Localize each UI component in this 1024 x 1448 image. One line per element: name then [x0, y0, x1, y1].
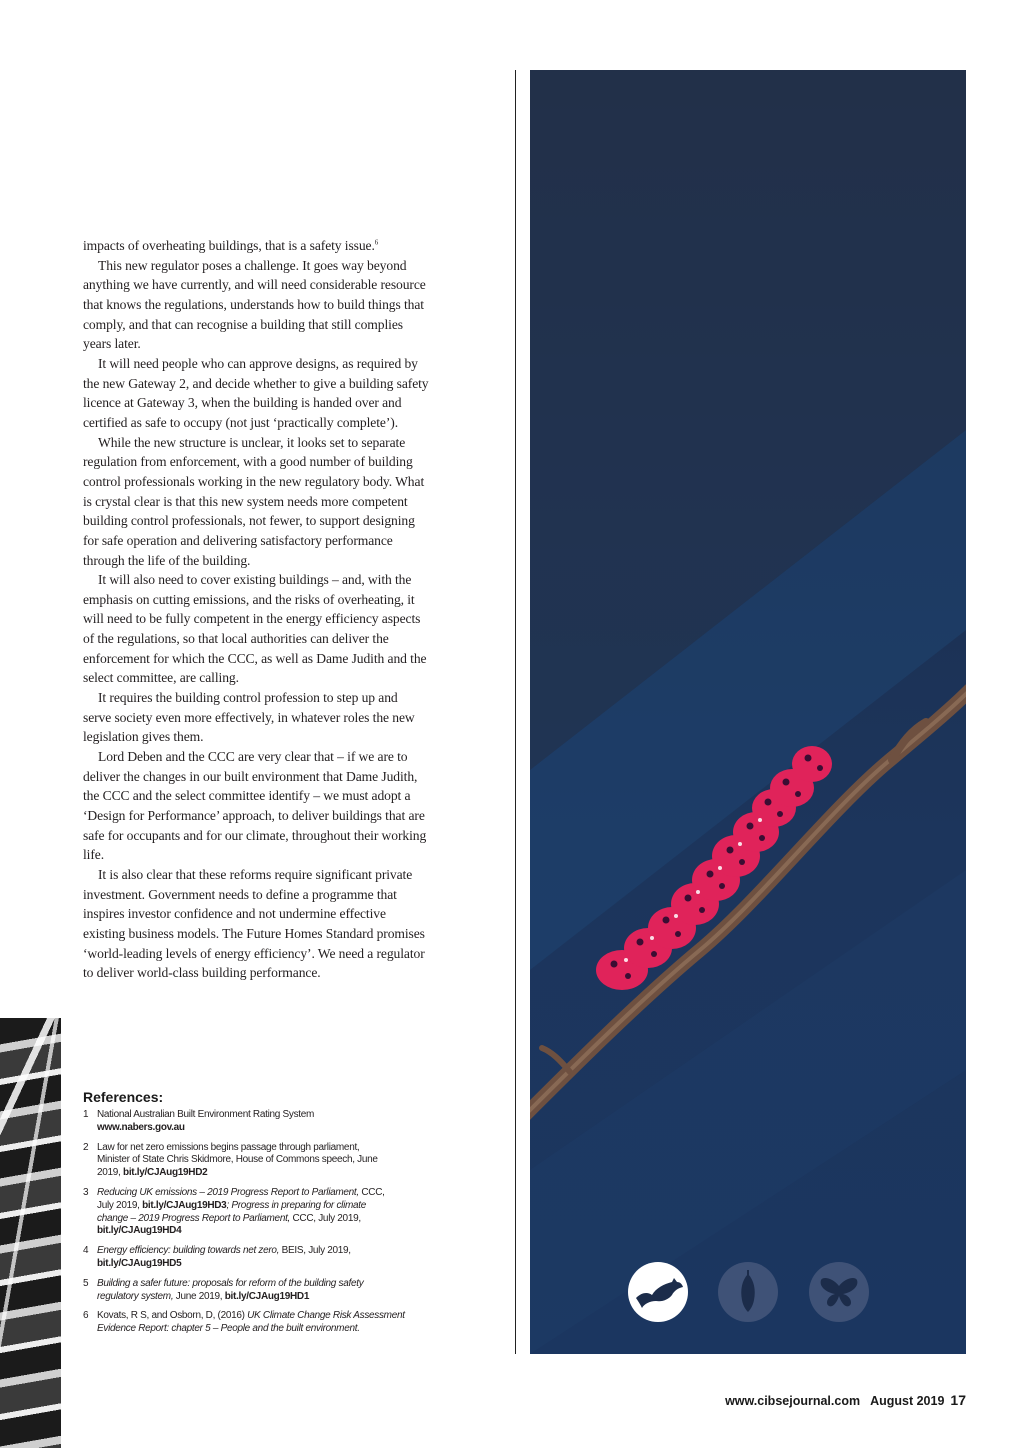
reference-number: 4: [83, 1245, 89, 1257]
reference-item: [83, 1278, 428, 1304]
reference-number: 3: [83, 1186, 89, 1198]
reference-text: CCC,: [358, 1186, 385, 1198]
footnote-ref: 6: [374, 238, 379, 247]
reference-text: Minister of State Chris Skidmore, House of Commons speech, June: [97, 1154, 378, 1166]
article-paragraph: This new regulator poses a challenge. It goes way beyond anything we have currently, and will need considerable resource that knows the regulations, understands how to build things that comply, and that can recognise a building that still complies years later.: [83, 257, 426, 352]
reference-title: change – 2019 Progress Report to Parliament,: [97, 1212, 291, 1224]
reference-title: ; Progress in preparing for climate: [226, 1199, 367, 1211]
bat-icon[interactable]: [628, 1262, 688, 1322]
reference-title: Evidence Report: chapter 5 – People and the built environment.: [97, 1323, 360, 1335]
reference-text: CCC, July 2019,: [290, 1212, 361, 1224]
reference-title: regulatory system,: [97, 1290, 174, 1302]
reference-item: [83, 1187, 428, 1238]
illustration-panel: [530, 70, 966, 1354]
column-divider: [515, 70, 516, 1354]
article-paragraph: It is also clear that these reforms require significant private investment. Government needs to define a programme that inspires investor confidence and not undermine effective existing business models. The Future Homes Standard promises ‘world-leading levels of energy efficiency’. We need a regulator to deliver world-class building performance.: [83, 867, 425, 981]
reference-link[interactable]: bit.ly/CJAug19HD3: [142, 1199, 227, 1211]
reference-item: [83, 1310, 428, 1336]
article-paragraph: It will need people who can approve designs, as required by the new Gateway 2, and decide whether to give a building safety licence at Gateway 3, when the building is handed over and certified as safe to occupy (not just ‘practically complete’).: [83, 355, 429, 430]
reference-number: 5: [83, 1277, 89, 1289]
reference-item: [83, 1109, 428, 1135]
reference-link[interactable]: bit.ly/CJAug19HD4: [97, 1225, 182, 1237]
page-footer: [725, 1392, 966, 1408]
reference-text: June 2019,: [173, 1290, 225, 1302]
article-paragraph: Lord Deben and the CCC are very clear that – if we are to deliver the changes in our built environment that Dame Judith, the CCC and the select committee identify – we must adopt a ‘Design for Performance’ approach, to deliver buildings that are safe for occupants and for our climate, throughout their working life.: [83, 749, 427, 863]
reference-link[interactable]: bit.ly/CJAug19HD2: [123, 1167, 208, 1179]
reference-item: [83, 1245, 428, 1271]
article-paragraph: [83, 236, 429, 256]
reference-link[interactable]: www.nabers.gov.au: [97, 1121, 185, 1133]
reference-title: Reducing UK emissions – 2019 Progress Report to Parliament,: [97, 1186, 359, 1198]
reference-number: 6: [83, 1310, 89, 1322]
reference-title: Building a safer future: proposals for reform of the building safety: [97, 1277, 364, 1289]
page-number: 17: [950, 1392, 966, 1408]
footer-url[interactable]: www.cibsejournal.com: [725, 1394, 861, 1408]
reference-text: Law for net zero emissions begins passage through parliament,: [97, 1141, 360, 1153]
reference-link[interactable]: bit.ly/CJAug19HD5: [97, 1257, 182, 1269]
article-paragraph: While the new structure is unclear, it looks set to separate regulation from enforcement, with a good number of building control professionals working in the new regulatory body. What is crystal clear is that this new system needs more competent building control professionals, not fewer, to support designing for safe operation and delivering satisfactory performance through the life of the building.: [83, 434, 425, 568]
reference-text: Kovats, R S, and Osborn, D, (2016): [97, 1310, 248, 1322]
reference-text: National Australian Built Environment Rating System: [97, 1109, 315, 1120]
paragraph-text: impacts of overheating buildings, that is a safety issue.: [83, 238, 375, 253]
reference-text: BEIS, July 2019,: [279, 1245, 351, 1257]
reference-text: July 2019,: [97, 1199, 143, 1211]
caterpillar-illustration: [530, 70, 966, 1354]
references-heading: References:: [83, 1089, 164, 1105]
reference-link[interactable]: bit.ly/CJAug19HD1: [224, 1290, 310, 1302]
chrysalis-icon[interactable]: [718, 1262, 778, 1322]
reference-item: [83, 1142, 428, 1180]
reference-number: 1: [83, 1109, 89, 1120]
reference-text: 2019,: [97, 1167, 124, 1179]
references-list: [83, 1109, 428, 1343]
reference-title: Energy efficiency: building towards net zero,: [97, 1245, 280, 1257]
footer-issue: August 2019: [870, 1394, 945, 1408]
article-paragraph: It will also need to cover existing buildings – and, with the emphasis on cutting emissions, and the risks of overheating, it will need to be fully competent in the energy efficiency aspects of the regulations, so that local authorities can deliver the enforcement for which the CCC, as well as Dame Judith and the select committee, are calling.: [83, 572, 427, 686]
building-photo: [0, 1018, 61, 1448]
article-paragraph: It requires the building control profession to step up and serve society even more effectively, in whatever roles the new legislation gives them.: [83, 690, 415, 745]
butterfly-icon[interactable]: [809, 1262, 869, 1322]
reference-title: UK Climate Change Risk Assessment: [247, 1310, 405, 1322]
article-body: [83, 236, 429, 983]
reference-number: 2: [83, 1141, 89, 1153]
